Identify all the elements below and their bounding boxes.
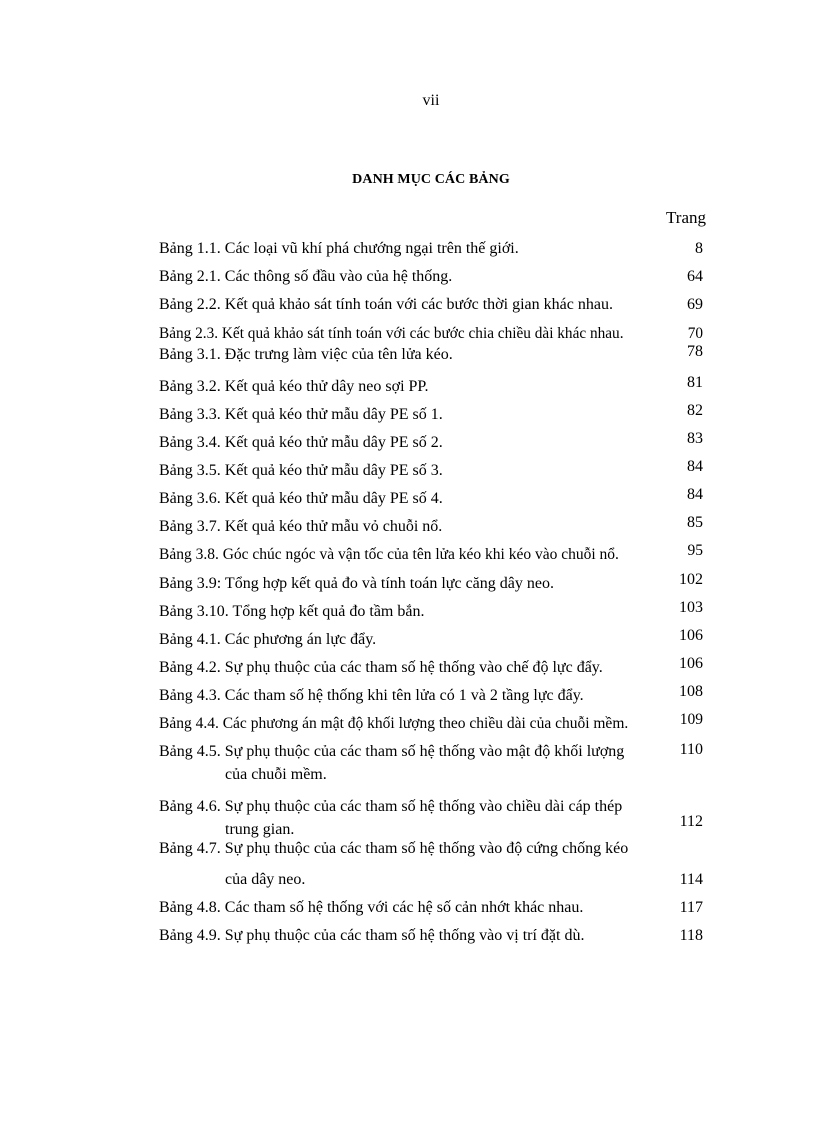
entry-page-number: 95: [687, 542, 703, 559]
entry-text: Bảng 3.5. Kết quả kéo thử mẫu dây PE số 3.: [159, 462, 443, 479]
entry-text: Bảng 1.1. Các loại vũ khí phá chướng ngại trên thế giới.: [159, 240, 519, 257]
entry-page-number: 84: [687, 486, 703, 503]
entry-page-number: 64: [687, 268, 703, 285]
entry-text: Bảng 3.8. Góc chúc ngóc và vận tốc của tên lửa kéo khi kéo vào chuỗi nổ.: [159, 546, 619, 563]
entry-page-number: 117: [679, 899, 703, 916]
entry-page-number: 106: [679, 655, 703, 672]
entry-text: Bảng 2.1. Các thông số đầu vào của hệ thống.: [159, 268, 453, 285]
entry-text: Bảng 4.9. Sự phụ thuộc của các tham số hệ thống vào vị trí đặt dù.: [159, 927, 585, 944]
entry-page-number: 102: [679, 571, 703, 588]
entry-page-number: 103: [679, 599, 703, 616]
entry-text: Bảng 4.7. Sự phụ thuộc của các tham số hệ thống vào độ cứng chống kéo: [159, 840, 629, 857]
entry-page-number: 81: [687, 374, 703, 391]
entry-text: Bảng 3.2. Kết quả kéo thử dây neo sợi PP.: [159, 378, 429, 395]
entry-text: Bảng 3.10. Tổng hợp kết quả đo tầm bắn.: [159, 603, 425, 620]
entry-text: Bảng 4.5. Sự phụ thuộc của các tham số hệ thống vào mật độ khối lượng: [159, 743, 625, 760]
entry-text: Bảng 3.9: Tổng hợp kết quả đo và tính toán lực căng dây neo.: [159, 575, 554, 592]
entry-page-number: 8: [695, 240, 703, 257]
entry-page-number: 112: [679, 813, 703, 830]
page-title: DANH MỤC CÁC BẢNG: [352, 172, 510, 187]
entry-page-number: 84: [687, 458, 703, 475]
entry-text: Bảng 3.1. Đặc trưng làm việc của tên lửa kéo.: [159, 346, 453, 363]
entry-text: Bảng 3.3. Kết quả kéo thử mẫu dây PE số 1.: [159, 406, 443, 423]
entry-page-number: 108: [679, 683, 703, 700]
page-number: vii: [422, 92, 440, 109]
entry-text: Bảng 4.2. Sự phụ thuộc của các tham số hệ thống vào chế độ lực đẩy.: [159, 659, 603, 676]
page-column-header: Trang: [666, 208, 706, 227]
entry-text: Bảng 3.7. Kết quả kéo thử mẫu vỏ chuỗi nổ.: [159, 518, 443, 535]
entry-text: Bảng 4.4. Các phương án mật độ khối lượng theo chiều dài của chuỗi mềm.: [159, 715, 629, 732]
entry-page-number: 114: [679, 871, 703, 888]
entry-page-number: 78: [687, 343, 703, 360]
entry-page-number: 106: [679, 627, 703, 644]
entry-page-number: 70: [687, 325, 703, 342]
entry-page-number: 69: [687, 296, 703, 313]
entry-text-continuation: của dây neo.: [225, 871, 306, 888]
entry-text-continuation: trung gian.: [225, 821, 295, 838]
entry-page-number: 85: [687, 514, 703, 531]
entry-page-number: 110: [679, 741, 703, 758]
entry-text-continuation: của chuỗi mềm.: [225, 766, 327, 783]
entry-text: Bảng 4.1. Các phương án lực đẩy.: [159, 631, 377, 648]
entry-text: Bảng 3.6. Kết quả kéo thử mẫu dây PE số 4.: [159, 490, 443, 507]
entry-text: Bảng 4.8. Các tham số hệ thống với các hệ số cản nhớt khác nhau.: [159, 899, 584, 916]
entry-text: Bảng 2.3. Kết quả khảo sát tính toán với các bước chia chiều dài khác nhau.: [159, 325, 624, 342]
entry-text: Bảng 4.3. Các tham số hệ thống khi tên lửa có 1 và 2 tầng lực đẩy.: [159, 687, 584, 704]
entry-text: Bảng 3.4. Kết quả kéo thử mẫu dây PE số 2.: [159, 434, 443, 451]
entry-page-number: 83: [687, 430, 703, 447]
entry-text: Bảng 2.2. Kết quả khảo sát tính toán với các bước thời gian khác nhau.: [159, 296, 613, 313]
entry-text: Bảng 4.6. Sự phụ thuộc của các tham số hệ thống vào chiều dài cáp thép: [159, 798, 623, 815]
entry-page-number: 82: [687, 402, 703, 419]
entry-page-number: 118: [679, 927, 703, 944]
entry-page-number: 109: [679, 711, 703, 728]
